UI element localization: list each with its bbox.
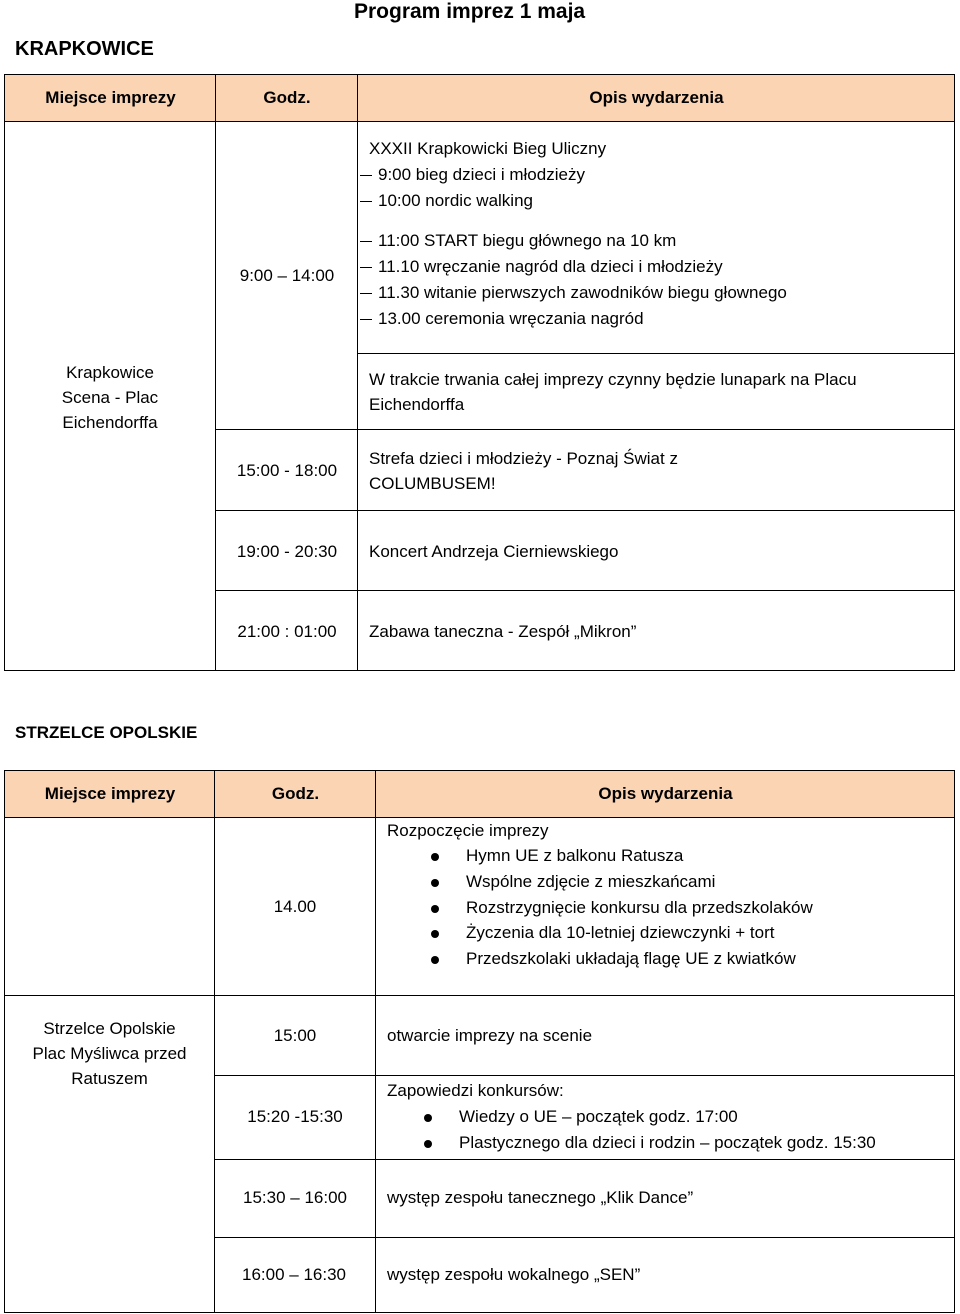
time-cell: 14.00: [273, 897, 317, 916]
place-cell: [5, 360, 215, 435]
dash-icon: [360, 267, 372, 268]
dash-icon: [360, 201, 372, 202]
list-item: [424, 1104, 738, 1129]
dash-icon: [360, 241, 372, 242]
list-item: [380, 188, 533, 213]
table-border: [954, 770, 955, 1313]
list-item-text: Wspólne zdjęcie z mieszkańcami: [466, 872, 716, 891]
table-border: [4, 121, 955, 122]
list-item-text: Plastycznego dla dzieci i rodzin – początek godz. 15:30: [459, 1133, 876, 1152]
table-border: [216, 510, 955, 511]
time-cell: 15:20 -15:30: [247, 1107, 343, 1126]
list-item-text: 11:00 START biegu głównego na 10 km: [378, 231, 677, 250]
header-desc: Opis wydarzenia: [376, 771, 955, 817]
time-cell: 19:00 - 20:30: [236, 542, 338, 561]
time-cell: 15:00 - 18:00: [236, 461, 338, 480]
page-title: Program imprez 1 maja: [354, 0, 586, 23]
list-item-text: 9:00 bieg dzieci i młodzieży: [378, 165, 585, 184]
event-desc: Strefa dzieci i młodzieży - Poznaj Świat z COLUMBUSEM!: [369, 449, 678, 493]
header-place: Miejsce imprezy: [5, 771, 215, 817]
table-border: [358, 353, 955, 354]
list-item-text: Życzenia dla 10-letniej dziewczynki + tort: [466, 923, 775, 942]
list-item-text: Rozstrzygnięcie konkursu dla przedszkolaków: [466, 898, 813, 917]
table-border: [4, 1312, 955, 1313]
list-item: [431, 920, 775, 945]
event-desc: występ zespołu tanecznego „Klik Dance”: [387, 1188, 694, 1207]
list-item-text: Przedszkolaki układają flagę UE z kwiatków: [466, 949, 796, 968]
event-heading: Zapowiedzi konkursów:: [387, 1081, 564, 1100]
table-border: [215, 1159, 955, 1160]
section-title-strzelce: STRZELCE OPOLSKIE: [15, 723, 198, 742]
list-item: [380, 162, 585, 187]
table-border: [4, 770, 955, 771]
list-item: [431, 869, 715, 894]
list-item-text: 13.00 ceremonia wręczania nagród: [378, 309, 644, 328]
list-item: [424, 1130, 876, 1155]
event-desc: Koncert Andrzeja Cierniewskiego: [369, 542, 619, 561]
table-border: [215, 1237, 955, 1238]
time-cell: 21:00 : 01:00: [237, 622, 337, 641]
list-item: [380, 280, 787, 305]
header-time: Godz.: [215, 771, 376, 817]
bullet-icon: [431, 905, 439, 913]
place-line: Plac Myśliwca przed: [32, 1044, 187, 1063]
table-border: [357, 74, 358, 671]
list-item: [380, 306, 644, 331]
table-border: [954, 74, 955, 671]
time-cell: 15:30 – 16:00: [243, 1188, 347, 1207]
list-item-text: 11.10 wręczanie nagród dla dzieci i młodzieży: [378, 257, 723, 276]
dash-icon: [360, 319, 372, 320]
table-border: [4, 670, 955, 671]
dash-icon: [360, 175, 372, 176]
table-border: [216, 429, 955, 430]
place-line: Eichendorffa: [62, 413, 158, 432]
place-cell: [5, 1016, 214, 1091]
table-border: [215, 1075, 955, 1076]
event-heading: XXXII Krapkowicki Bieg Uliczny: [369, 139, 607, 158]
place-line: Scena - Plac: [61, 388, 159, 407]
list-item-text: Wiedzy o UE – początek godz. 17:00: [459, 1107, 738, 1126]
bullet-icon: [431, 930, 439, 938]
event-desc: otwarcie imprezy na scenie: [387, 1026, 593, 1045]
event-desc: Zabawa taneczna - Zespół „Mikron”: [369, 622, 637, 641]
event-desc: występ zespołu wokalnego „SEN”: [387, 1265, 641, 1284]
bullet-icon: [431, 956, 439, 964]
table-border: [4, 74, 955, 75]
header-desc: Opis wydarzenia: [358, 75, 955, 121]
table-border: [216, 590, 955, 591]
list-item-text: 11.30 witanie pierwszych zawodników biegu głownego: [378, 283, 787, 302]
list-item: [431, 946, 796, 971]
place-line: Krapkowice: [66, 363, 154, 382]
time-cell: 16:00 – 16:30: [242, 1265, 346, 1284]
time-cell: 15:00: [273, 1026, 317, 1045]
table-border: [4, 995, 955, 996]
event-desc: W trakcie trwania całej imprezy czynny będzie lunapark na Placu Eichendorffa: [369, 370, 857, 414]
list-item: [380, 254, 723, 279]
list-item: [431, 895, 813, 920]
bullet-icon: [424, 1140, 432, 1148]
time-cell: 9:00 – 14:00: [239, 266, 335, 285]
list-item: [380, 228, 676, 253]
place-line: Ratuszem: [71, 1069, 148, 1088]
bullet-icon: [431, 879, 439, 887]
list-item-text: 10:00 nordic walking: [378, 191, 533, 210]
list-item-text: Hymn UE z balkonu Ratusza: [466, 846, 684, 865]
event-heading: Rozpoczęcie imprezy: [387, 821, 549, 840]
section-title-krapkowice: KRAPKOWICE: [15, 38, 154, 60]
table-border: [215, 74, 216, 671]
header-time: Godz.: [216, 75, 358, 121]
dash-icon: [360, 293, 372, 294]
bullet-icon: [431, 853, 439, 861]
bullet-icon: [424, 1114, 432, 1122]
list-item: [431, 843, 683, 868]
header-place: Miejsce imprezy: [5, 75, 216, 121]
place-line: Strzelce Opolskie: [43, 1019, 176, 1038]
table-border: [375, 770, 376, 1313]
